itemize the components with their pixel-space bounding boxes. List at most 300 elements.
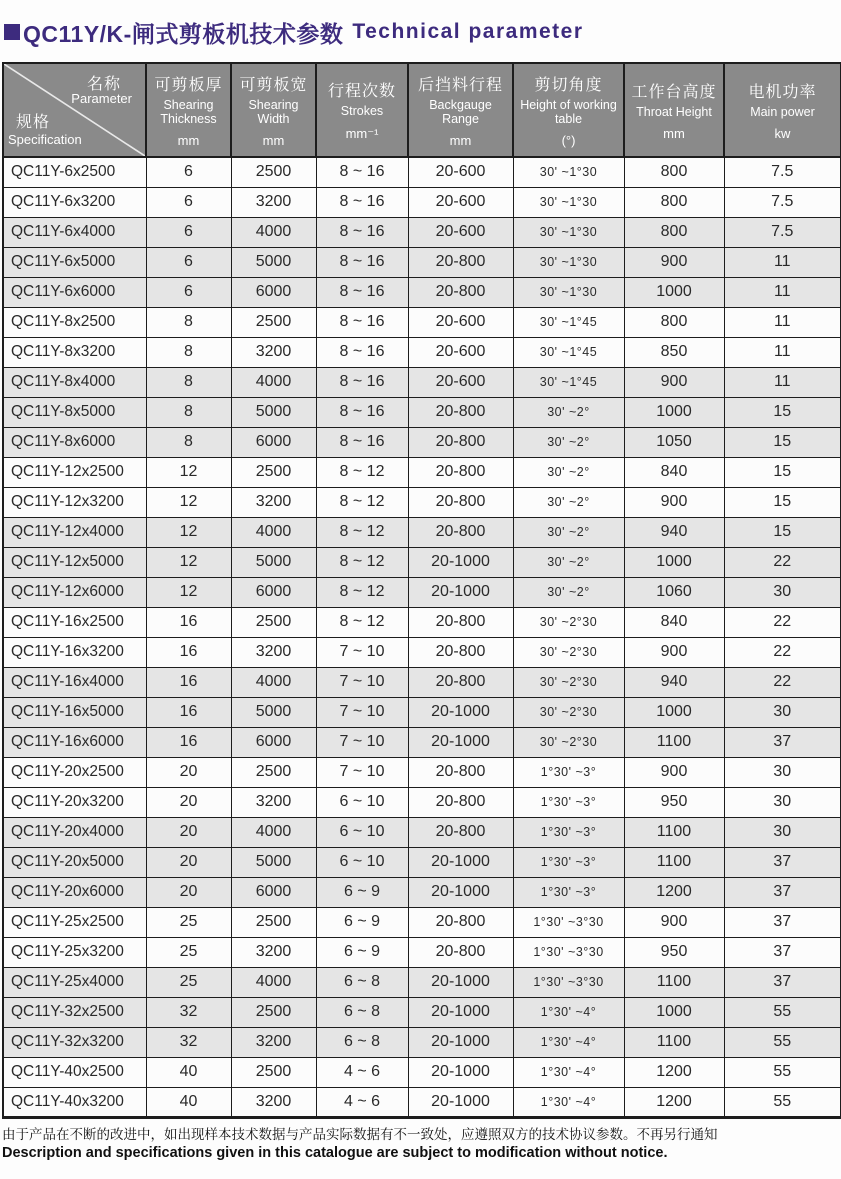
width-cell: 5000 <box>231 397 316 427</box>
angle-cell: 30' ~2° <box>513 487 624 517</box>
strokes-cell: 8 ~ 12 <box>316 457 408 487</box>
height-cell: 900 <box>624 757 724 787</box>
model-cell: QC11Y-6x3200 <box>3 187 146 217</box>
angle-cell: 1°30' ~3°30 <box>513 937 624 967</box>
col-header-shearing-angle <box>513 63 624 157</box>
col-header-throat-height <box>624 63 724 157</box>
backgauge-cell: 20-800 <box>408 907 513 937</box>
table-body <box>3 157 841 1117</box>
table-row <box>3 187 841 217</box>
width-cell: 2500 <box>231 607 316 637</box>
table-row <box>3 397 841 427</box>
table-row <box>3 607 841 637</box>
height-cell: 900 <box>624 637 724 667</box>
model-cell: QC11Y-6x5000 <box>3 247 146 277</box>
header-unit: mm <box>663 126 685 142</box>
power-cell: 30 <box>724 697 841 727</box>
backgauge-cell: 20-600 <box>408 217 513 247</box>
thickness-cell: 32 <box>146 997 231 1027</box>
model-cell: QC11Y-12x4000 <box>3 517 146 547</box>
model-cell: QC11Y-12x3200 <box>3 487 146 517</box>
table-row <box>3 457 841 487</box>
angle-cell: 30' ~2° <box>513 397 624 427</box>
power-cell: 11 <box>724 277 841 307</box>
model-cell: QC11Y-12x6000 <box>3 577 146 607</box>
strokes-cell: 6 ~ 9 <box>316 877 408 907</box>
header-row <box>3 63 841 157</box>
model-cell: QC11Y-20x6000 <box>3 877 146 907</box>
strokes-cell: 7 ~ 10 <box>316 727 408 757</box>
strokes-cell: 6 ~ 10 <box>316 847 408 877</box>
backgauge-cell: 20-800 <box>408 397 513 427</box>
width-cell: 6000 <box>231 427 316 457</box>
model-cell: QC11Y-32x2500 <box>3 997 146 1027</box>
width-cell: 3200 <box>231 1027 316 1057</box>
angle-cell: 30' ~2°30 <box>513 637 624 667</box>
backgauge-cell: 20-600 <box>408 337 513 367</box>
power-cell: 30 <box>724 577 841 607</box>
angle-cell: 30' ~1°45 <box>513 307 624 337</box>
strokes-cell: 6 ~ 9 <box>316 907 408 937</box>
power-cell: 7.5 <box>724 217 841 247</box>
model-cell: QC11Y-12x5000 <box>3 547 146 577</box>
strokes-cell: 7 ~ 10 <box>316 757 408 787</box>
angle-cell: 30' ~1°45 <box>513 367 624 397</box>
width-cell: 2500 <box>231 157 316 187</box>
table-header <box>3 63 841 157</box>
table-row <box>3 1027 841 1057</box>
power-cell: 30 <box>724 757 841 787</box>
col-header-backgauge-range <box>408 63 513 157</box>
table-row <box>3 277 841 307</box>
strokes-cell: 7 ~ 10 <box>316 637 408 667</box>
backgauge-cell: 20-1000 <box>408 1087 513 1117</box>
width-cell: 3200 <box>231 487 316 517</box>
table-row <box>3 1087 841 1117</box>
strokes-cell: 6 ~ 9 <box>316 937 408 967</box>
backgauge-cell: 20-800 <box>408 517 513 547</box>
strokes-cell: 8 ~ 12 <box>316 547 408 577</box>
height-cell: 940 <box>624 517 724 547</box>
col-header-shearing-width <box>231 63 316 157</box>
angle-cell: 1°30' ~3° <box>513 757 624 787</box>
width-cell: 2500 <box>231 457 316 487</box>
power-cell: 7.5 <box>724 157 841 187</box>
page-title-en: Technical parameter <box>352 20 584 43</box>
width-cell: 2500 <box>231 997 316 1027</box>
thickness-cell: 8 <box>146 397 231 427</box>
height-cell: 1000 <box>624 397 724 427</box>
height-cell: 1000 <box>624 997 724 1027</box>
strokes-cell: 8 ~ 16 <box>316 367 408 397</box>
strokes-cell: 8 ~ 16 <box>316 307 408 337</box>
header-unit: (°) <box>561 133 576 149</box>
height-cell: 900 <box>624 487 724 517</box>
backgauge-cell: 20-800 <box>408 487 513 517</box>
height-cell: 900 <box>624 907 724 937</box>
backgauge-cell: 20-1000 <box>408 967 513 997</box>
thickness-cell: 6 <box>146 187 231 217</box>
header-label-cn: 可剪板宽 <box>239 76 308 94</box>
height-cell: 1050 <box>624 427 724 457</box>
power-cell: 30 <box>724 787 841 817</box>
model-cell: QC11Y-6x6000 <box>3 277 146 307</box>
width-cell: 6000 <box>231 577 316 607</box>
width-cell: 2500 <box>231 907 316 937</box>
power-cell: 22 <box>724 547 841 577</box>
model-cell: QC11Y-8x6000 <box>3 427 146 457</box>
model-cell: QC11Y-8x3200 <box>3 337 146 367</box>
angle-cell: 30' ~1°30 <box>513 157 624 187</box>
backgauge-cell: 20-1000 <box>408 1027 513 1057</box>
table-row <box>3 877 841 907</box>
angle-cell: 30' ~1°30 <box>513 277 624 307</box>
width-cell: 2500 <box>231 307 316 337</box>
height-cell: 1100 <box>624 847 724 877</box>
width-cell: 3200 <box>231 187 316 217</box>
technical-parameter-table <box>2 62 841 1119</box>
header-label-en: Backgauge Range <box>429 97 492 126</box>
height-cell: 1200 <box>624 1057 724 1087</box>
table-row <box>3 817 841 847</box>
strokes-cell: 8 ~ 16 <box>316 217 408 247</box>
thickness-cell: 12 <box>146 517 231 547</box>
angle-cell: 1°30' ~3° <box>513 847 624 877</box>
header-label-cn: 行程次数 <box>327 83 396 101</box>
power-cell: 30 <box>724 817 841 847</box>
strokes-cell: 8 ~ 16 <box>316 247 408 277</box>
width-cell: 6000 <box>231 727 316 757</box>
model-cell: QC11Y-16x2500 <box>3 607 146 637</box>
angle-cell: 30' ~2°30 <box>513 697 624 727</box>
angle-cell: 1°30' ~4° <box>513 997 624 1027</box>
angle-cell: 30' ~2° <box>513 577 624 607</box>
header-unit: mm <box>177 133 200 149</box>
header-label-cn: 电机功率 <box>748 83 817 101</box>
model-cell: QC11Y-16x3200 <box>3 637 146 667</box>
power-cell: 22 <box>724 637 841 667</box>
height-cell: 950 <box>624 787 724 817</box>
width-cell: 4000 <box>231 817 316 847</box>
angle-cell: 30' ~1°45 <box>513 337 624 367</box>
col-header-shearing-thickness <box>146 63 231 157</box>
header-label-en: Shearing Thickness <box>160 97 217 126</box>
backgauge-cell: 20-800 <box>408 667 513 697</box>
height-cell: 800 <box>624 307 724 337</box>
height-cell: 840 <box>624 457 724 487</box>
power-cell: 11 <box>724 337 841 367</box>
backgauge-cell: 20-1000 <box>408 877 513 907</box>
power-cell: 55 <box>724 1057 841 1087</box>
model-cell: QC11Y-20x4000 <box>3 817 146 847</box>
thickness-cell: 20 <box>146 757 231 787</box>
table-row <box>3 907 841 937</box>
thickness-cell: 25 <box>146 937 231 967</box>
model-cell: QC11Y-32x3200 <box>3 1027 146 1057</box>
thickness-cell: 6 <box>146 277 231 307</box>
thickness-cell: 8 <box>146 367 231 397</box>
header-unit: mm <box>449 133 472 149</box>
width-cell: 3200 <box>231 1087 316 1117</box>
power-cell: 15 <box>724 517 841 547</box>
width-cell: 3200 <box>231 937 316 967</box>
backgauge-cell: 20-800 <box>408 247 513 277</box>
width-cell: 3200 <box>231 637 316 667</box>
table-row <box>3 1057 841 1087</box>
height-cell: 850 <box>624 337 724 367</box>
power-cell: 37 <box>724 877 841 907</box>
footer-note-en: Description and specifications given in this catalogue are subject to modification without notice. <box>2 1144 668 1161</box>
width-cell: 5000 <box>231 847 316 877</box>
backgauge-cell: 20-1000 <box>408 727 513 757</box>
backgauge-cell: 20-1000 <box>408 997 513 1027</box>
backgauge-cell: 20-800 <box>408 757 513 787</box>
thickness-cell: 16 <box>146 697 231 727</box>
model-cell: QC11Y-20x5000 <box>3 847 146 877</box>
power-cell: 11 <box>724 247 841 277</box>
width-cell: 5000 <box>231 247 316 277</box>
title-bullet-square-icon <box>4 24 20 40</box>
model-cell: QC11Y-8x2500 <box>3 307 146 337</box>
backgauge-cell: 20-800 <box>408 817 513 847</box>
table-row <box>3 577 841 607</box>
width-cell: 2500 <box>231 1057 316 1087</box>
width-cell: 4000 <box>231 967 316 997</box>
table-row <box>3 757 841 787</box>
power-cell: 7.5 <box>724 187 841 217</box>
strokes-cell: 8 ~ 16 <box>316 427 408 457</box>
backgauge-cell: 20-600 <box>408 187 513 217</box>
thickness-cell: 12 <box>146 487 231 517</box>
header-label-en: Shearing Width <box>248 97 299 126</box>
backgauge-cell: 20-1000 <box>408 847 513 877</box>
table-row <box>3 247 841 277</box>
height-cell: 1100 <box>624 817 724 847</box>
page-title <box>0 0 841 48</box>
model-cell: QC11Y-40x3200 <box>3 1087 146 1117</box>
strokes-cell: 8 ~ 16 <box>316 337 408 367</box>
height-cell: 950 <box>624 937 724 967</box>
height-cell: 1200 <box>624 877 724 907</box>
angle-cell: 1°30' ~3° <box>513 817 624 847</box>
height-cell: 900 <box>624 367 724 397</box>
strokes-cell: 4 ~ 6 <box>316 1057 408 1087</box>
thickness-cell: 8 <box>146 337 231 367</box>
model-cell: QC11Y-40x2500 <box>3 1057 146 1087</box>
header-label-en: Throat Height <box>636 104 712 119</box>
thickness-cell: 6 <box>146 217 231 247</box>
thickness-cell: 12 <box>146 457 231 487</box>
strokes-cell: 7 ~ 10 <box>316 667 408 697</box>
width-cell: 4000 <box>231 517 316 547</box>
backgauge-cell: 20-800 <box>408 277 513 307</box>
thickness-cell: 8 <box>146 307 231 337</box>
angle-cell: 1°30' ~4° <box>513 1087 624 1117</box>
footer-note-cn: 由于产品在不断的改进中，如出现样本技术数据与产品实际数据有不一致处，应遵照双方的技术协议参数。不再另行通知 <box>2 1126 718 1142</box>
height-cell: 1060 <box>624 577 724 607</box>
strokes-cell: 8 ~ 12 <box>316 487 408 517</box>
table-row <box>3 937 841 967</box>
width-cell: 3200 <box>231 337 316 367</box>
power-cell: 15 <box>724 487 841 517</box>
height-cell: 800 <box>624 187 724 217</box>
thickness-cell: 20 <box>146 847 231 877</box>
backgauge-cell: 20-800 <box>408 427 513 457</box>
angle-cell: 30' ~2°30 <box>513 607 624 637</box>
table-row <box>3 217 841 247</box>
header-unit: mm <box>262 133 285 149</box>
angle-cell: 30' ~2° <box>513 547 624 577</box>
angle-cell: 30' ~2° <box>513 457 624 487</box>
width-cell: 5000 <box>231 697 316 727</box>
page-title-cn: QC11Y/K-闸式剪板机技术参数 <box>23 20 344 47</box>
angle-cell: 30' ~2° <box>513 517 624 547</box>
backgauge-cell: 20-600 <box>408 367 513 397</box>
power-cell: 15 <box>724 397 841 427</box>
corner-specification-label-en: Specification <box>8 132 82 147</box>
strokes-cell: 8 ~ 16 <box>316 397 408 427</box>
strokes-cell: 8 ~ 12 <box>316 517 408 547</box>
strokes-cell: 8 ~ 16 <box>316 277 408 307</box>
header-label-en: Strokes <box>340 104 384 119</box>
width-cell: 5000 <box>231 547 316 577</box>
header-unit: kw <box>774 126 791 142</box>
strokes-cell: 8 ~ 12 <box>316 577 408 607</box>
header-label-cn: 可剪板厚 <box>154 76 223 94</box>
power-cell: 37 <box>724 967 841 997</box>
power-cell: 22 <box>724 607 841 637</box>
model-cell: QC11Y-25x2500 <box>3 907 146 937</box>
backgauge-cell: 20-800 <box>408 637 513 667</box>
model-cell: QC11Y-8x4000 <box>3 367 146 397</box>
height-cell: 840 <box>624 607 724 637</box>
thickness-cell: 8 <box>146 427 231 457</box>
thickness-cell: 16 <box>146 667 231 697</box>
col-header-strokes <box>316 63 408 157</box>
col-header-main-power <box>724 63 841 157</box>
table-row <box>3 967 841 997</box>
model-cell: QC11Y-16x4000 <box>3 667 146 697</box>
model-cell: QC11Y-25x4000 <box>3 967 146 997</box>
backgauge-cell: 20-1000 <box>408 697 513 727</box>
thickness-cell: 32 <box>146 1027 231 1057</box>
width-cell: 3200 <box>231 787 316 817</box>
model-cell: QC11Y-8x5000 <box>3 397 146 427</box>
backgauge-cell: 20-800 <box>408 937 513 967</box>
power-cell: 37 <box>724 847 841 877</box>
table-row <box>3 697 841 727</box>
height-cell: 1000 <box>624 547 724 577</box>
corner-specification-label-cn: 规格 <box>16 114 51 131</box>
footer-note <box>2 1126 841 1163</box>
thickness-cell: 40 <box>146 1057 231 1087</box>
backgauge-cell: 20-800 <box>408 787 513 817</box>
model-cell: QC11Y-12x2500 <box>3 457 146 487</box>
angle-cell: 1°30' ~4° <box>513 1027 624 1057</box>
header-label-cn: 剪切角度 <box>534 76 603 94</box>
angle-cell: 1°30' ~3°30 <box>513 907 624 937</box>
table-row <box>3 637 841 667</box>
thickness-cell: 20 <box>146 817 231 847</box>
thickness-cell: 16 <box>146 637 231 667</box>
table-row <box>3 547 841 577</box>
power-cell: 37 <box>724 907 841 937</box>
thickness-cell: 20 <box>146 787 231 817</box>
thickness-cell: 20 <box>146 877 231 907</box>
angle-cell: 1°30' ~3° <box>513 787 624 817</box>
model-cell: QC11Y-20x2500 <box>3 757 146 787</box>
angle-cell: 30' ~2° <box>513 427 624 457</box>
table-row <box>3 157 841 187</box>
strokes-cell: 8 ~ 16 <box>316 157 408 187</box>
angle-cell: 1°30' ~3°30 <box>513 967 624 997</box>
height-cell: 1200 <box>624 1087 724 1117</box>
angle-cell: 30' ~1°30 <box>513 217 624 247</box>
header-label-en: Main power <box>750 104 815 119</box>
backgauge-cell: 20-1000 <box>408 547 513 577</box>
angle-cell: 1°30' ~4° <box>513 1057 624 1087</box>
header-unit: mm⁻¹ <box>345 125 379 141</box>
thickness-cell: 6 <box>146 157 231 187</box>
table-row <box>3 487 841 517</box>
power-cell: 15 <box>724 457 841 487</box>
corner-header-cell <box>3 63 146 157</box>
power-cell: 55 <box>724 997 841 1027</box>
angle-cell: 30' ~1°30 <box>513 247 624 277</box>
height-cell: 1100 <box>624 1027 724 1057</box>
angle-cell: 1°30' ~3° <box>513 877 624 907</box>
table-row <box>3 427 841 457</box>
height-cell: 800 <box>624 157 724 187</box>
backgauge-cell: 20-800 <box>408 607 513 637</box>
thickness-cell: 40 <box>146 1087 231 1117</box>
backgauge-cell: 20-1000 <box>408 577 513 607</box>
height-cell: 1000 <box>624 697 724 727</box>
backgauge-cell: 20-800 <box>408 457 513 487</box>
table-row <box>3 847 841 877</box>
power-cell: 55 <box>724 1087 841 1117</box>
header-label-cn: 后挡料行程 <box>417 76 503 94</box>
table-row <box>3 667 841 697</box>
corner-parameter-label-en: Parameter <box>71 91 132 106</box>
table-row <box>3 727 841 757</box>
strokes-cell: 6 ~ 8 <box>316 1027 408 1057</box>
strokes-cell: 8 ~ 16 <box>316 187 408 217</box>
strokes-cell: 6 ~ 10 <box>316 817 408 847</box>
power-cell: 55 <box>724 1027 841 1057</box>
header-label-en: Height of working table <box>520 97 617 126</box>
table-row <box>3 367 841 397</box>
model-cell: QC11Y-20x3200 <box>3 787 146 817</box>
thickness-cell: 6 <box>146 247 231 277</box>
power-cell: 11 <box>724 367 841 397</box>
model-cell: QC11Y-16x5000 <box>3 697 146 727</box>
strokes-cell: 4 ~ 6 <box>316 1087 408 1117</box>
thickness-cell: 25 <box>146 907 231 937</box>
table-row <box>3 787 841 817</box>
width-cell: 4000 <box>231 367 316 397</box>
table-row <box>3 307 841 337</box>
backgauge-cell: 20-600 <box>408 157 513 187</box>
table-row <box>3 517 841 547</box>
thickness-cell: 16 <box>146 727 231 757</box>
angle-cell: 30' ~1°30 <box>513 187 624 217</box>
width-cell: 2500 <box>231 757 316 787</box>
strokes-cell: 6 ~ 10 <box>316 787 408 817</box>
strokes-cell: 6 ~ 8 <box>316 997 408 1027</box>
power-cell: 22 <box>724 667 841 697</box>
table-row <box>3 337 841 367</box>
